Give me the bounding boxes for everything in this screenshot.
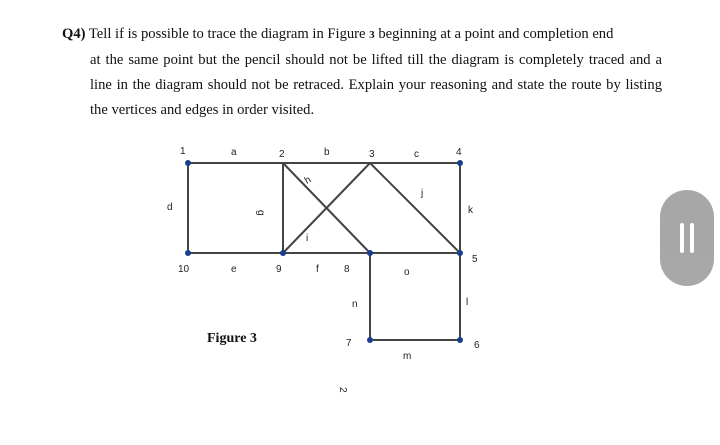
label-edge-l: l [466, 297, 469, 308]
label-edge-g: g [255, 210, 266, 216]
scroll-handle[interactable] [660, 190, 714, 286]
label-edge-i: i [306, 233, 309, 244]
vertex-labels [178, 146, 480, 351]
label-edge-k: k [468, 205, 473, 216]
figure-reference: 3 [369, 29, 375, 41]
label-edge-e: e [231, 264, 237, 275]
label-vertex-3: 3 [369, 149, 375, 160]
label-edge-a: a [231, 147, 237, 158]
label-vertex-2: 2 [279, 149, 285, 160]
question-line1-start: Tell if is possible to trace the diagram in Figure [88, 26, 366, 42]
page-number: 2 [337, 387, 348, 393]
vertex-5 [457, 250, 463, 256]
label-edge-j: j [421, 188, 424, 199]
label-edge-f: f [316, 264, 319, 275]
graph-edges [188, 163, 460, 340]
label-edge-c: c [414, 149, 419, 160]
label-vertex-10: 10 [178, 264, 190, 275]
vertex-7 [367, 337, 373, 343]
label-vertex-4: 4 [456, 147, 462, 158]
question-line1-rest: beginning at a point and completion end [378, 26, 614, 42]
label-edge-h: h [302, 174, 314, 187]
label-edge-o: o [404, 267, 410, 278]
label-vertex-1: 1 [180, 146, 186, 157]
label-vertex-8: 8 [344, 264, 350, 275]
label-vertex-6: 6 [474, 340, 480, 351]
label-vertex-7: 7 [346, 338, 352, 349]
label-edge-m: m [403, 351, 412, 362]
vertex-4 [457, 160, 463, 166]
vertex-9 [280, 250, 286, 256]
vertex-6 [457, 337, 463, 343]
question-number: Q4) [62, 26, 86, 42]
figure-caption: Figure 3 [207, 331, 257, 346]
label-edge-d: d [167, 202, 173, 213]
question-body: at the same point but the pencil should not be lifted till the diagram is completely traced and a line in the diagram should not be retraced. Explain your reasoning and state the route by listing the vertices and edges in order visited. [90, 52, 662, 118]
vertex-8 [367, 250, 373, 256]
vertex-1 [185, 160, 191, 166]
label-vertex-9: 9 [276, 264, 282, 275]
vertex-10 [185, 250, 191, 256]
label-edge-b: b [324, 147, 330, 158]
edge-j [370, 163, 460, 253]
grip-bar-left [680, 223, 684, 253]
label-vertex-5: 5 [472, 254, 478, 265]
label-edge-n: n [352, 299, 358, 310]
edge-labels [167, 147, 474, 362]
grip-bar-right [690, 223, 694, 253]
